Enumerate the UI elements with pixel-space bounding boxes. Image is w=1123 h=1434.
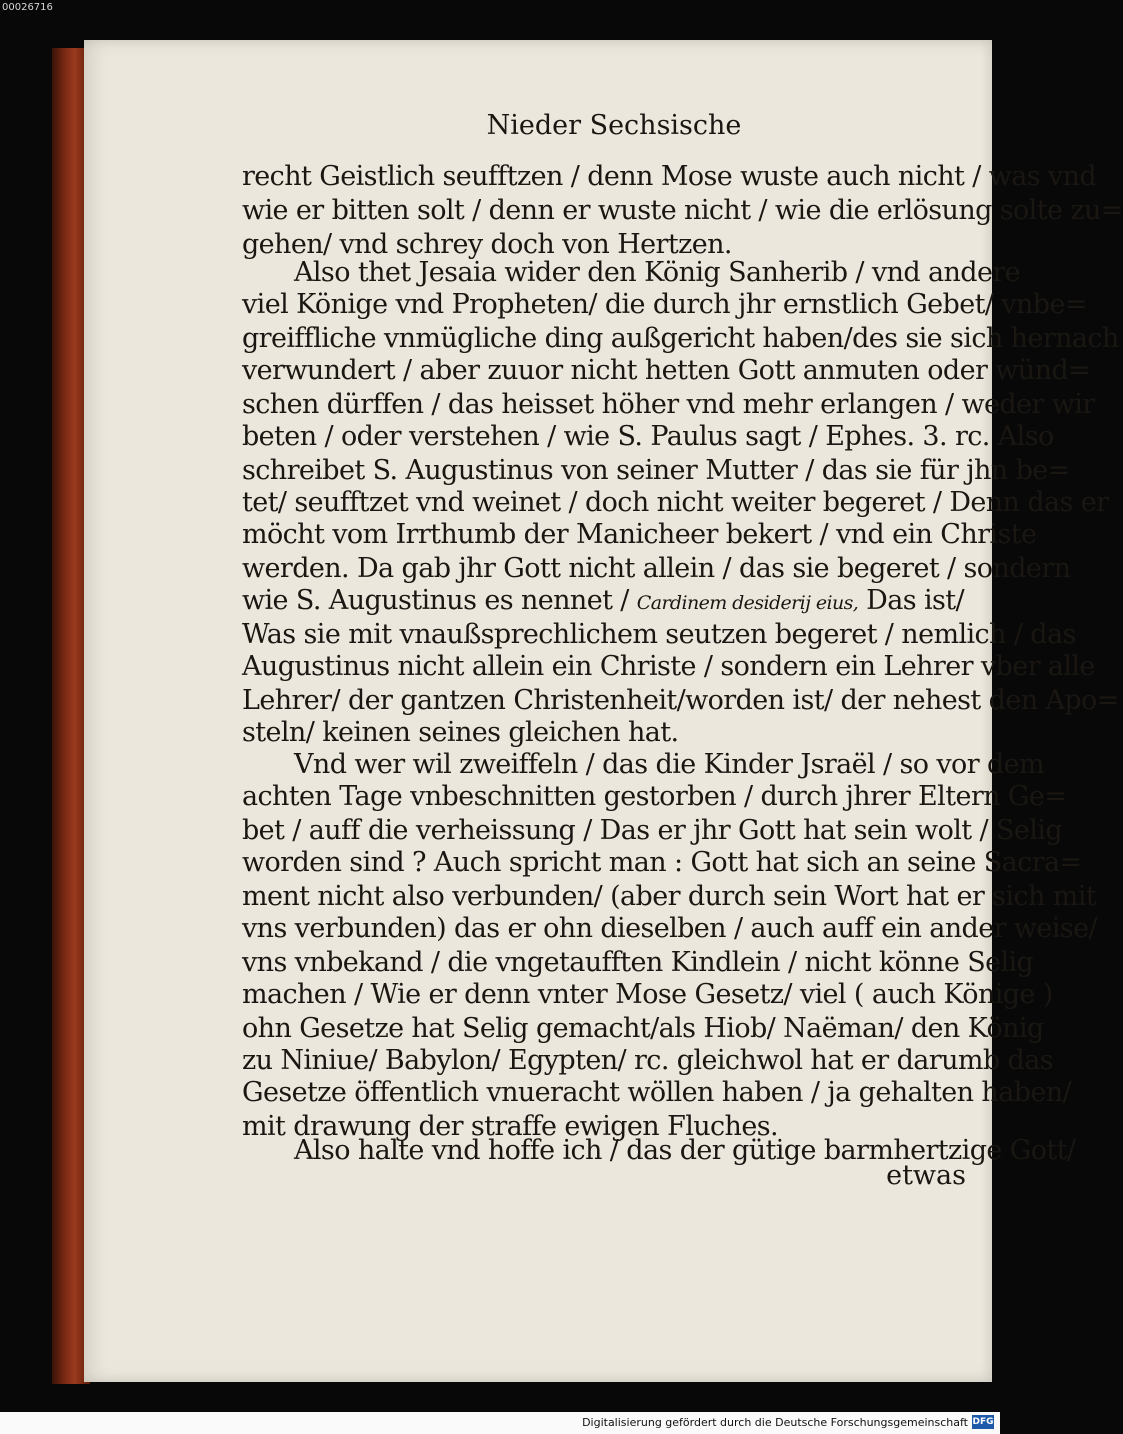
text-line: achten Tage vnbeschnitten gestorben / durch jhrer Eltern Ge= [242, 781, 1067, 812]
text-line: beten / oder verstehen / wie S. Paulus sagt / Ephes. 3. rc. Also [242, 421, 1054, 452]
text-line: vns vnbekand / die vngetaufften Kindlein / nicht könne Selig [242, 947, 1034, 978]
book-page [84, 40, 1123, 1382]
text-line: Also thet Jesaia wider den König Sanherib / vnd andere [294, 257, 1021, 288]
text-line: bet / auff die verheissung / Das er jhr Gott hat sein wolt / Selig [242, 815, 1062, 846]
text-line: tet/ seufftzet vnd weinet / doch nicht weiter begeret / Denn das er [242, 487, 1109, 518]
text-line: ment nicht also verbunden/ (aber durch sein Wort hat er sich mit [242, 881, 1096, 912]
funding-credit: Digitalisierung gefördert durch die Deutsche Forschungsgemeinschaft [582, 1416, 968, 1429]
text-line: wie er bitten solt / denn er wuste nicht / wie die erlösung solte zu= [242, 195, 1123, 226]
text-line: greiffliche vnmügliche ding außgericht haben/des sie sich hernach [242, 323, 1119, 354]
text-line: Also halte vnd hoffe ich / das der gütige barmhertzige Gott/ [294, 1135, 1076, 1166]
text-line: Vnd wer wil zweiffeln / das die Kinder Jsraël / so vor dem [294, 749, 1045, 780]
text-line: möcht vom Irrthumb der Manicheer bekert / vnd ein Christe [242, 519, 1037, 550]
text-line: Augustinus nicht allein ein Christe / sondern ein Lehrer vber alle [242, 651, 1095, 682]
text-line: recht Geistlich seufftzen / denn Mose wuste auch nicht / was vnd [242, 161, 1097, 192]
text-line: machen / Wie er denn vnter Mose Gesetz/ viel ( auch Könige ) [242, 979, 1053, 1010]
text-line: Gesetze öffentlich vnueracht wöllen haben / ja gehalten haben/ [242, 1077, 1072, 1108]
text-line: viel Könige vnd Propheten/ die durch jhr ernstlich Gebet/ vnbe= [242, 289, 1087, 320]
text-line: worden sind ? Auch spricht man : Gott hat sich an seine Sacra= [242, 847, 1082, 878]
text-line: Lehrer/ der gantzen Christenheit/worden ist/ der nehest den Apo= [242, 685, 1119, 716]
text-line: ohn Gesetze hat Selig gemacht/als Hiob/ Naëman/ den König [242, 1013, 1044, 1044]
text-line: gehen/ vnd schrey doch von Hertzen. [242, 229, 732, 260]
text-line: werden. Da gab jhr Gott nicht allein / das sie begeret / sondern [242, 553, 1071, 584]
text-line [242, 584, 964, 618]
catchword: etwas [886, 1160, 966, 1191]
text-line: schreibet S. Augustinus von seiner Mutter / das sie für jhn be= [242, 455, 1070, 486]
text-line: vns verbunden) das er ohn dieselben / auch auff ein ander weise/ [242, 913, 1097, 944]
dfg-logo: DFG [972, 1417, 994, 1427]
text-line: Was sie mit vnaußsprechlichem seutzen begeret / nemlich / das [242, 619, 1076, 650]
running-header: Nieder Sechsische [486, 110, 742, 141]
text-segment: wie S. Augustinus es nennet / [242, 585, 629, 616]
text-line: steln/ keinen seines gleichen hat. [242, 717, 679, 748]
scan-id: 00026716 [2, 2, 53, 13]
text-line: zu Niniue/ Babylon/ Egypten/ rc. gleichwol hat er darumb das [242, 1045, 1053, 1076]
text-line: schen dürffen / das heisset höher vnd mehr erlangen / weder wir [242, 389, 1095, 420]
latin-phrase: Cardinem desiderij eius, [636, 592, 859, 614]
text-segment: Das ist/ [866, 585, 964, 616]
text-line: mit drawung der straffe ewigen Fluches. [242, 1111, 778, 1142]
text-line: verwundert / aber zuuor nicht hetten Gott anmuten oder wünd= [242, 355, 1091, 386]
